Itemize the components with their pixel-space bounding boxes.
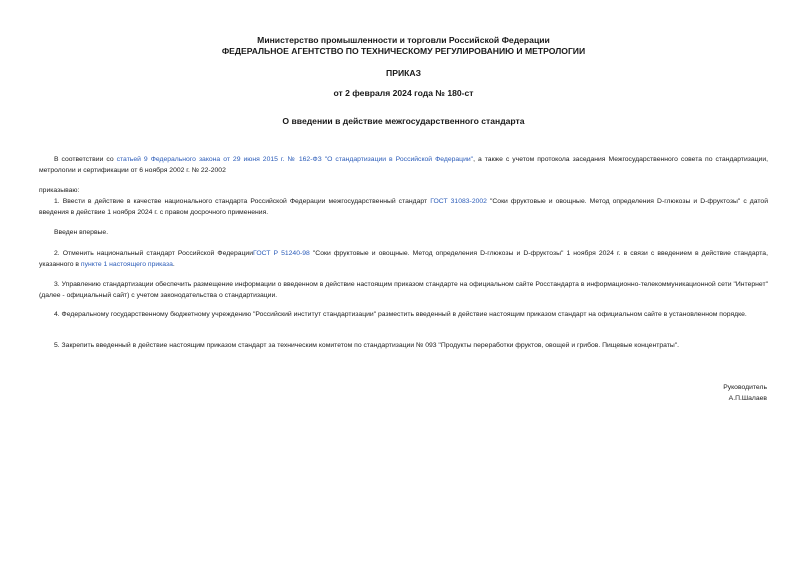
first-time-note: Введен впервые. xyxy=(54,229,109,236)
gost-r-51240-link[interactable]: ГОСТ Р 51240-98 xyxy=(253,250,310,257)
item-1-suffix: "Соки фруктовые и овощные. Метод определения D-глюкозы и D-фруктозы" с датой введения в действие 1 ноября 2024 г. с правом досрочного применения. xyxy=(39,198,768,216)
item-2-suffix: . xyxy=(172,260,175,268)
date-number: от 2 февраля 2024 года № 180-ст xyxy=(333,88,474,98)
signatory-name: А.П.Шалаев xyxy=(728,395,767,402)
item-1-prefix: 1. Ввести в действие в качестве национального стандарта Российской Федерации межгосударственный стандарт xyxy=(54,198,431,205)
item-2-middle: "Соки фруктовые и овощные. Метод определения D-глюкозы и D-фруктозы" 1 ноября 2024 г. в связи с введением в действие стандарта, указанного в xyxy=(39,250,768,268)
preamble-prefix: В соответствии со xyxy=(54,156,117,163)
preamble xyxy=(39,155,768,176)
preamble-suffix: , а также с учетом протокола заседания Межгосударственного совета по стандартизации, метрологии и сертификации от 6 ноября 2002 г. № 22-2002 xyxy=(39,156,769,174)
item-1 xyxy=(39,197,768,218)
ministry-name: Министерство промышленности и торговли Российской Федерации xyxy=(257,35,550,45)
signatory-title: Руководитель xyxy=(723,384,767,391)
law-link[interactable]: статьей 9 Федерального закона от 29 июня 2015 г. № 162-ФЗ "О стандартизации в Российской Федерации" xyxy=(116,156,474,163)
item-2-prefix: 2. Отменить национальный стандарт Российской Федерации xyxy=(54,250,254,257)
item-5: 5. Закрепить введенный в действие настоящим приказом стандарт за техническим комитетом по стандартизации № 093 "Продукты переработки фруктов, овощей и грибов. Пищевые концентраты". xyxy=(54,342,680,349)
item-3: 3. Управлению стандартизации обеспечить размещение информации о введенном в действие настоящим приказом стандарте на официальном сайте Росстандарта в информационно-телекоммуникационной сети "Интернет" (далее - официальный сайт) с учетом законодательства о стандартизации. xyxy=(39,281,768,299)
item-2 xyxy=(39,249,768,270)
document-subject: О введении в действие межгосударственного стандарта xyxy=(282,116,525,126)
document-type: ПРИКАЗ xyxy=(386,68,421,78)
agency-name: ФЕДЕРАЛЬНОЕ АГЕНТСТВО ПО ТЕХНИЧЕСКОМУ РЕГУЛИРОВАНИЮ И МЕТРОЛОГИИ xyxy=(221,46,586,56)
item-1-reference-link[interactable]: пункте 1 настоящего приказа xyxy=(80,260,173,268)
gost-31083-link[interactable]: ГОСТ 31083-2002 xyxy=(430,198,487,205)
order-word: приказываю: xyxy=(39,187,80,194)
item-4: 4. Федеральному государственному бюджетному учреждению "Российский институт стандартизации" разместить введенный в действие настоящим приказом стандарт на официальном сайте в установленном порядке. xyxy=(54,311,747,318)
